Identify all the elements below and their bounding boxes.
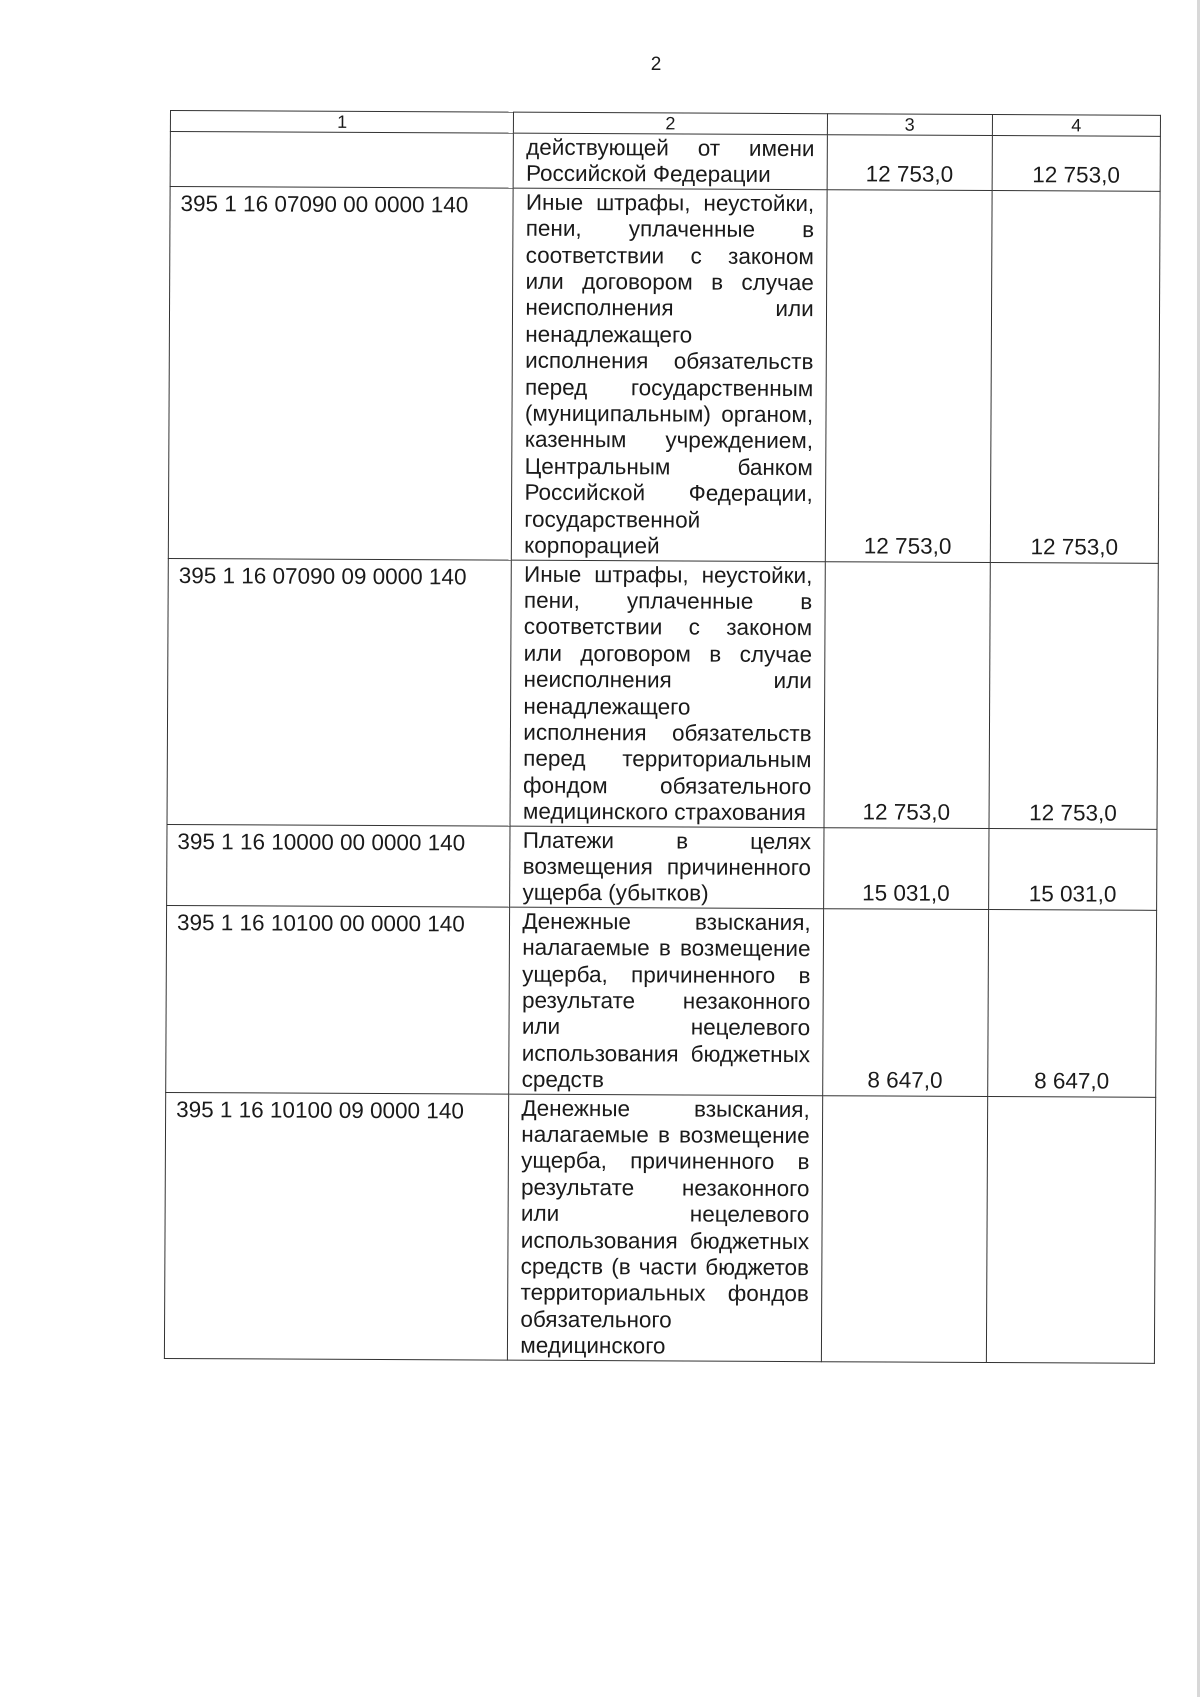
amount-col3-cell: 12 753,0 bbox=[825, 190, 992, 562]
code-cell: 395 1 16 07090 09 0000 140 bbox=[167, 558, 512, 826]
column-header-4: 4 bbox=[992, 115, 1160, 137]
amount-col4-cell: 15 031,0 bbox=[988, 828, 1157, 910]
page-number: 2 bbox=[650, 54, 662, 75]
table-row bbox=[167, 824, 1157, 910]
description-cell: Денежные взыскания, налагаемые в возмещение ущерба, причиненного в результате незаконного или нецелевого использования бюджетных средств bbox=[509, 907, 823, 1095]
amount-col3-cell: 8 647,0 bbox=[822, 908, 988, 1096]
table-row bbox=[170, 132, 1160, 192]
description-cell: Иные штрафы, неустойки, пени, уплаченные в соответствии с законом или договором в случае неисполнения или ненадлежащего исполнения обязательств перед государственным (муниципальным) органом, казенным учреждением, Центральным банком Российской Федерации, государственной корпорацией bbox=[512, 188, 827, 561]
amount-col4-cell bbox=[986, 1096, 1155, 1363]
description-cell: действующей от имени Российской Федерации bbox=[513, 133, 827, 189]
table-row bbox=[168, 186, 1160, 563]
description-cell: Денежные взыскания, налагаемые в возмещение ущерба, причиненного в результате незаконного или нецелевого использования бюджетных средств (в части бюджетов территориальных фондов обязательного медицинского bbox=[508, 1094, 823, 1362]
code-cell: 395 1 16 10100 09 0000 140 bbox=[164, 1092, 509, 1360]
amount-col3-cell: 12 753,0 bbox=[824, 561, 990, 828]
column-header-2: 2 bbox=[514, 112, 827, 135]
code-cell: 395 1 16 10000 00 0000 140 bbox=[167, 824, 511, 907]
table-row bbox=[164, 1092, 1155, 1363]
budget-table bbox=[164, 110, 1161, 1364]
amount-col3-cell: 15 031,0 bbox=[823, 827, 989, 909]
amount-col4-cell: 12 753,0 bbox=[990, 190, 1160, 563]
description-cell: Платежи в целях возмещения причиненного ущерба (убытков) bbox=[510, 826, 824, 909]
amount-col3-cell bbox=[821, 1095, 987, 1362]
description-cell: Иные штрафы, неустойки, пени, уплаченные в соответствии с законом или договором в случае неисполнения или ненадлежащего исполнения обязательств перед территориальным фондом обязательного медицинского страхования bbox=[510, 560, 825, 828]
table-row bbox=[167, 558, 1158, 829]
amount-col3-cell: 12 753,0 bbox=[827, 135, 992, 191]
amount-col4-cell: 8 647,0 bbox=[988, 909, 1157, 1097]
column-header-1: 1 bbox=[170, 111, 513, 134]
code-cell bbox=[170, 132, 514, 188]
code-cell: 395 1 16 10100 00 0000 140 bbox=[166, 905, 510, 1094]
code-cell: 395 1 16 07090 00 0000 140 bbox=[168, 186, 513, 559]
table-row bbox=[166, 905, 1157, 1097]
column-header-3: 3 bbox=[827, 114, 992, 136]
amount-col4-cell: 12 753,0 bbox=[992, 136, 1160, 192]
amount-col4-cell: 12 753,0 bbox=[989, 562, 1158, 829]
